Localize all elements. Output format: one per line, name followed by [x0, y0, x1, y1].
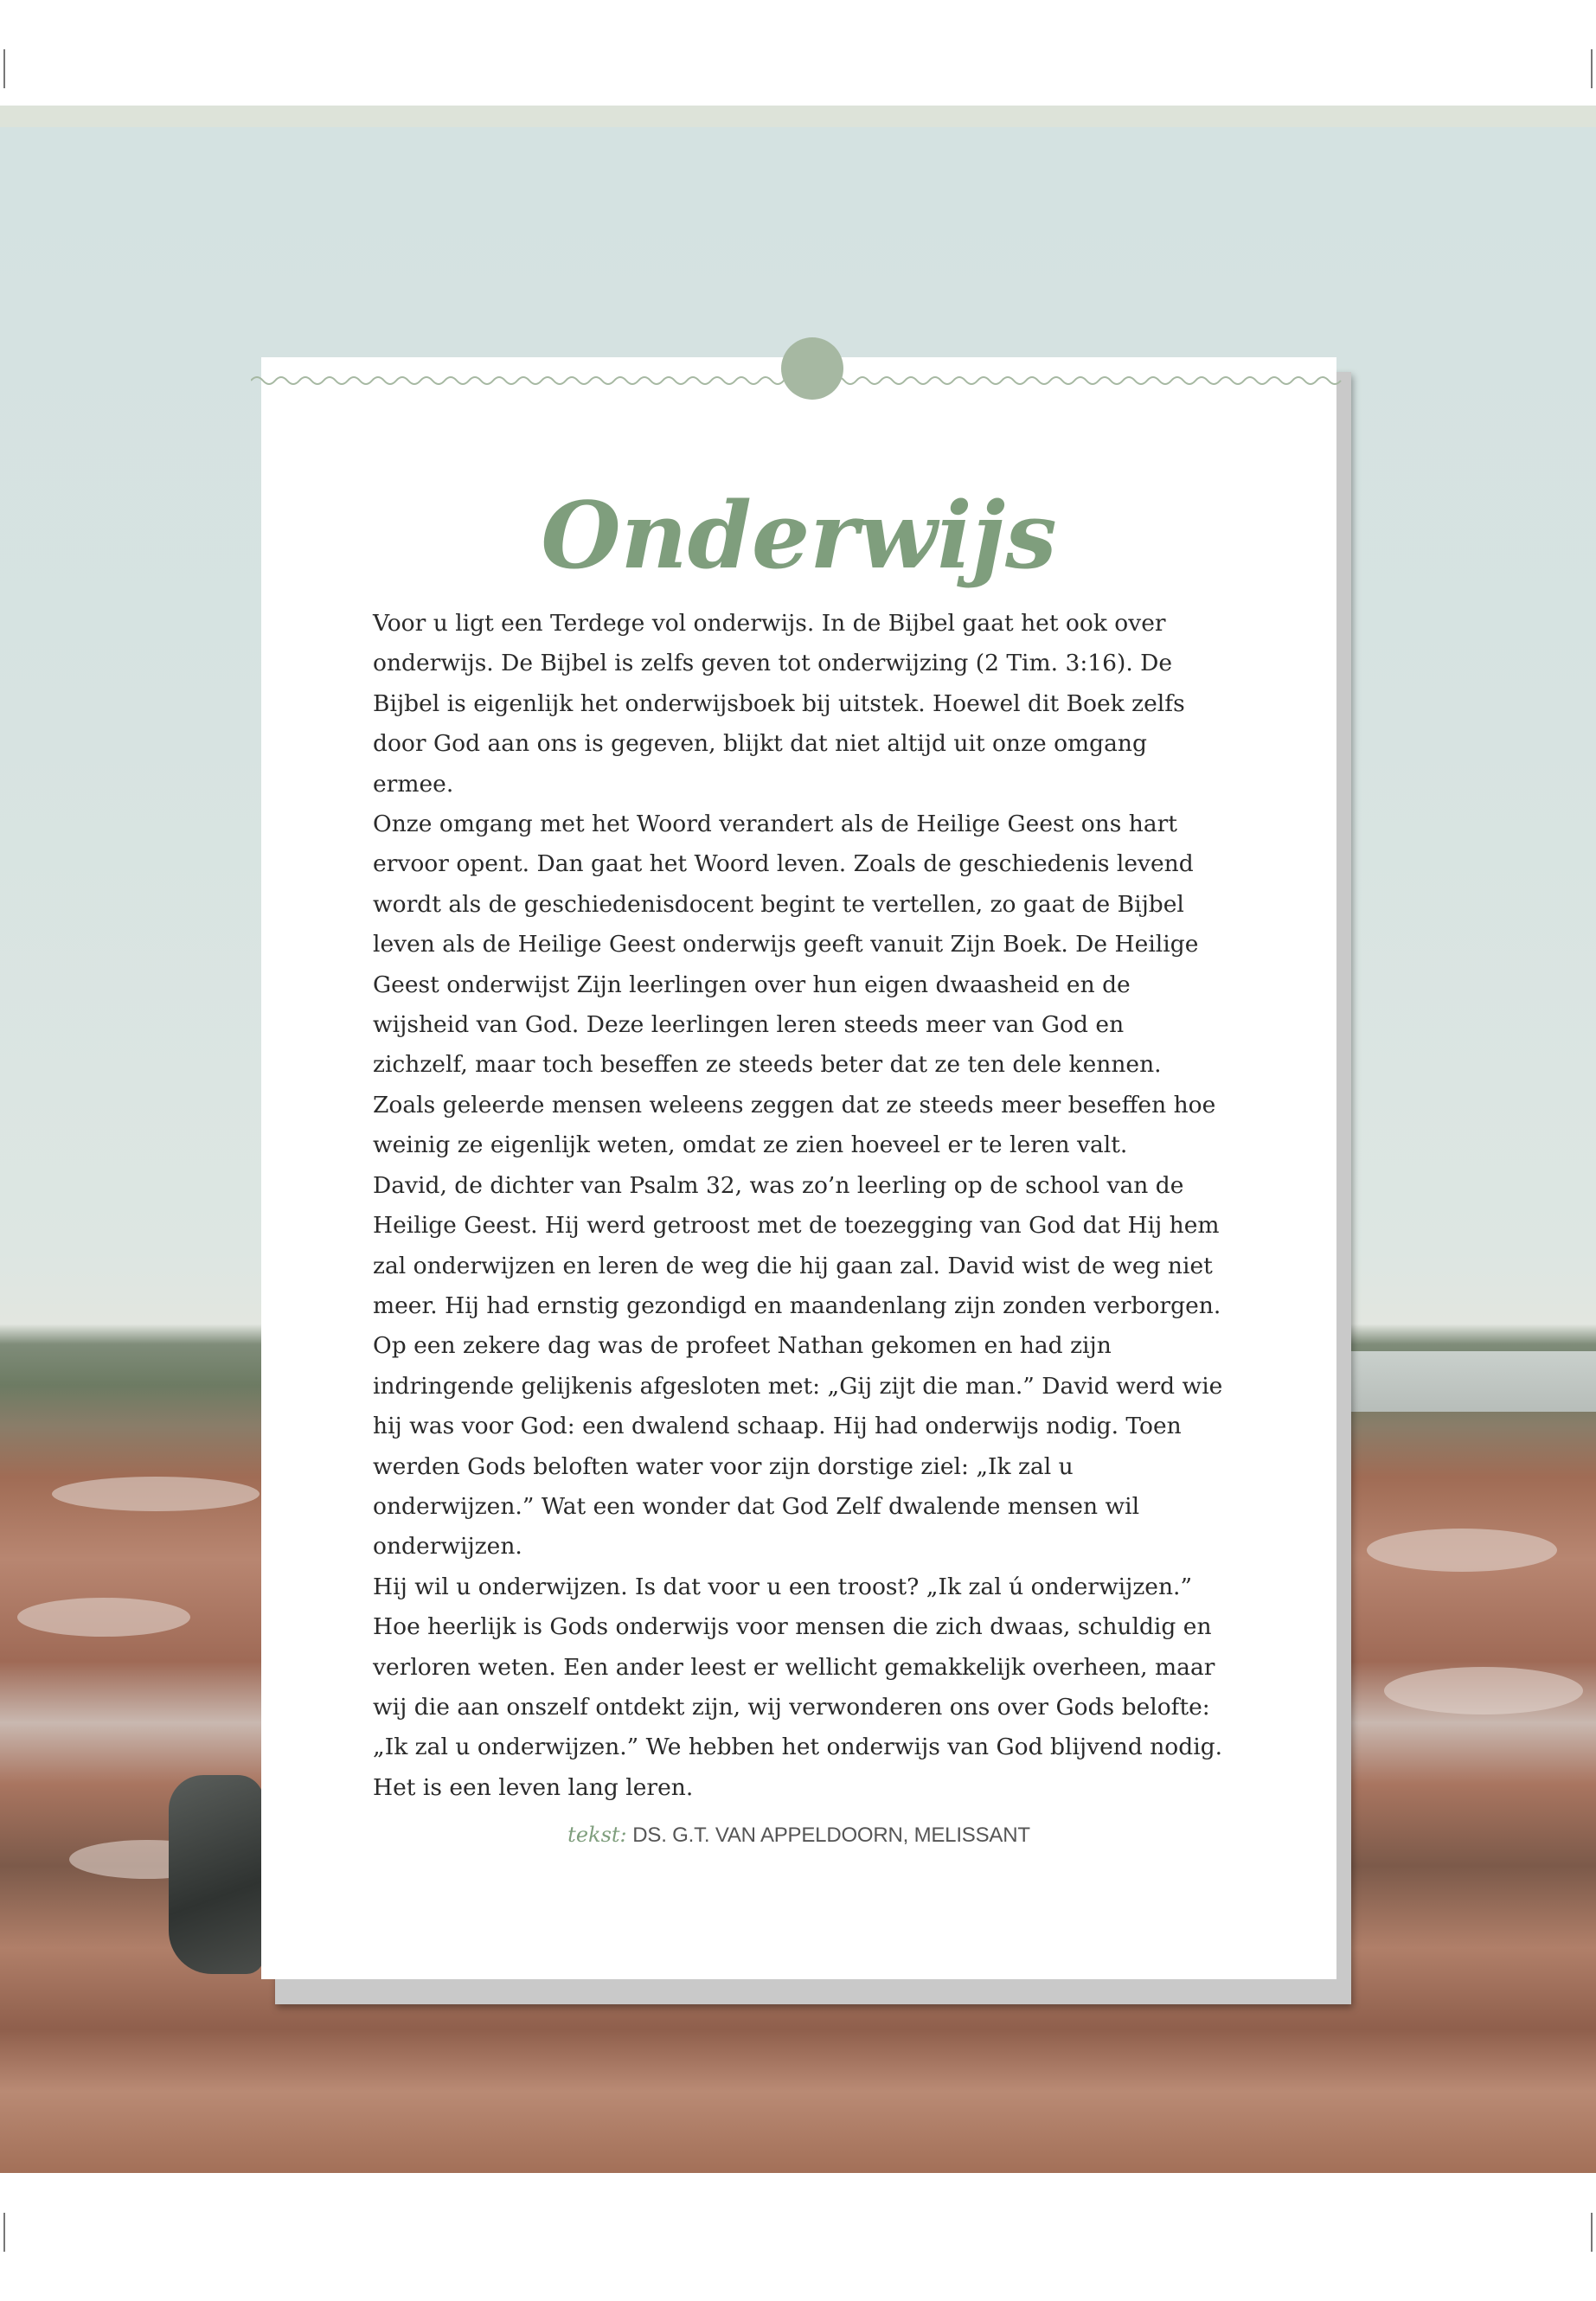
paragraph: Voor u ligt een Terdege vol onderwijs. In de Bijbel gaat het ook over onderwijs. De Bijbel is zelfs geven tot onderwijzing (2 Tim. 3:16). De Bijbel is eigenlijk het onderwijsboek bij uitstek. Hoewel dit Boek zelfs door God aan ons is gegeven, blijkt dat niet altijd uit onze omgang ermee. [373, 610, 1185, 798]
credit-label: tekst: [567, 1823, 627, 1847]
title-dot-ornament [781, 337, 843, 400]
paragraph: Onze omgang met het Woord verandert als de Heilige Geest ons hart ervoor opent. Dan gaat het Woord leven. Zoals de geschiedenis levend wordt als de geschiedenisdocent begint te vertellen, zo gaat de Bijbel leven als de Heilige Geest onderwijs geeft vanuit Zijn Boek. De Heilige Geest onderwijst Zijn leerlingen over hun eigen dwaasheid en de wijsheid van God. Deze leerlingen leren steeds meer van God en zichzelf, maar toch beseffen ze steeds beter dat ze ten dele kennen. Zoals geleerde mensen weleens zeggen dat ze steeds meer beseffen hoe weinig ze eigenlijk weten, omdat ze zien hoeveel er te leren valt. [373, 811, 1216, 1159]
tidal-flat [1367, 1529, 1557, 1572]
credit-author: DS. G.T. VAN APPELDOORN, MELISSANT [632, 1823, 1030, 1847]
crop-mark-bottom-left [3, 2213, 5, 2252]
top-color-band [0, 106, 1596, 127]
background-water [1332, 1351, 1596, 1412]
crop-mark-top-right [1591, 49, 1593, 88]
tidal-flat [52, 1477, 260, 1511]
tidal-flat [17, 1598, 190, 1637]
page-title: Onderwijs [541, 481, 1057, 590]
tidal-flat [1384, 1667, 1583, 1715]
paragraph: David, de dichter van Psalm 32, was zo’n leerling op de school van de Heilige Geest. Hij werd getroost met de toezegging van God dat Hij hem zal onderwijzen en leren de weg die hij gaan zal. David wist de weg niet meer. Hij had ernstig gezondigd en maandenlang zijn zonden verborgen. Op een zekere dag was de profeet Nathan gekomen en had zijn indringende gelijkenis afgesloten met: „Gij zijt die man.” David werd wie hij was voor God: een dwalend schaap. Hij had onderwijs nodig. Toen werden Gods beloften water voor zijn dorstige ziel: „Ik zal u onderwijzen.” Wat een wonder dat God Zelf dwalende mensen wil onderwijzen. [373, 1171, 1223, 1561]
author-credit [261, 1823, 1336, 1848]
crop-mark-top-left [3, 49, 5, 88]
background-rock [169, 1775, 264, 1974]
crop-mark-bottom-right [1591, 2213, 1593, 2252]
article-body [373, 604, 1226, 1808]
paragraph: Hij wil u onderwijzen. Is dat voor u een troost? „Ik zal ú onderwijzen.” Hoe heerlijk is Gods onderwijs voor mensen die zich dwaas, schuldig en verloren weten. Een ander leest er wellicht gemakkelijk overheen, maar wij die aan onszelf ontdekt zijn, wij verwonderen ons over Gods belofte: „Ik zal u onderwijzen.” We hebben het onderwijs van God blijvend nodig. Het is een leven lang leren. [373, 1573, 1223, 1801]
